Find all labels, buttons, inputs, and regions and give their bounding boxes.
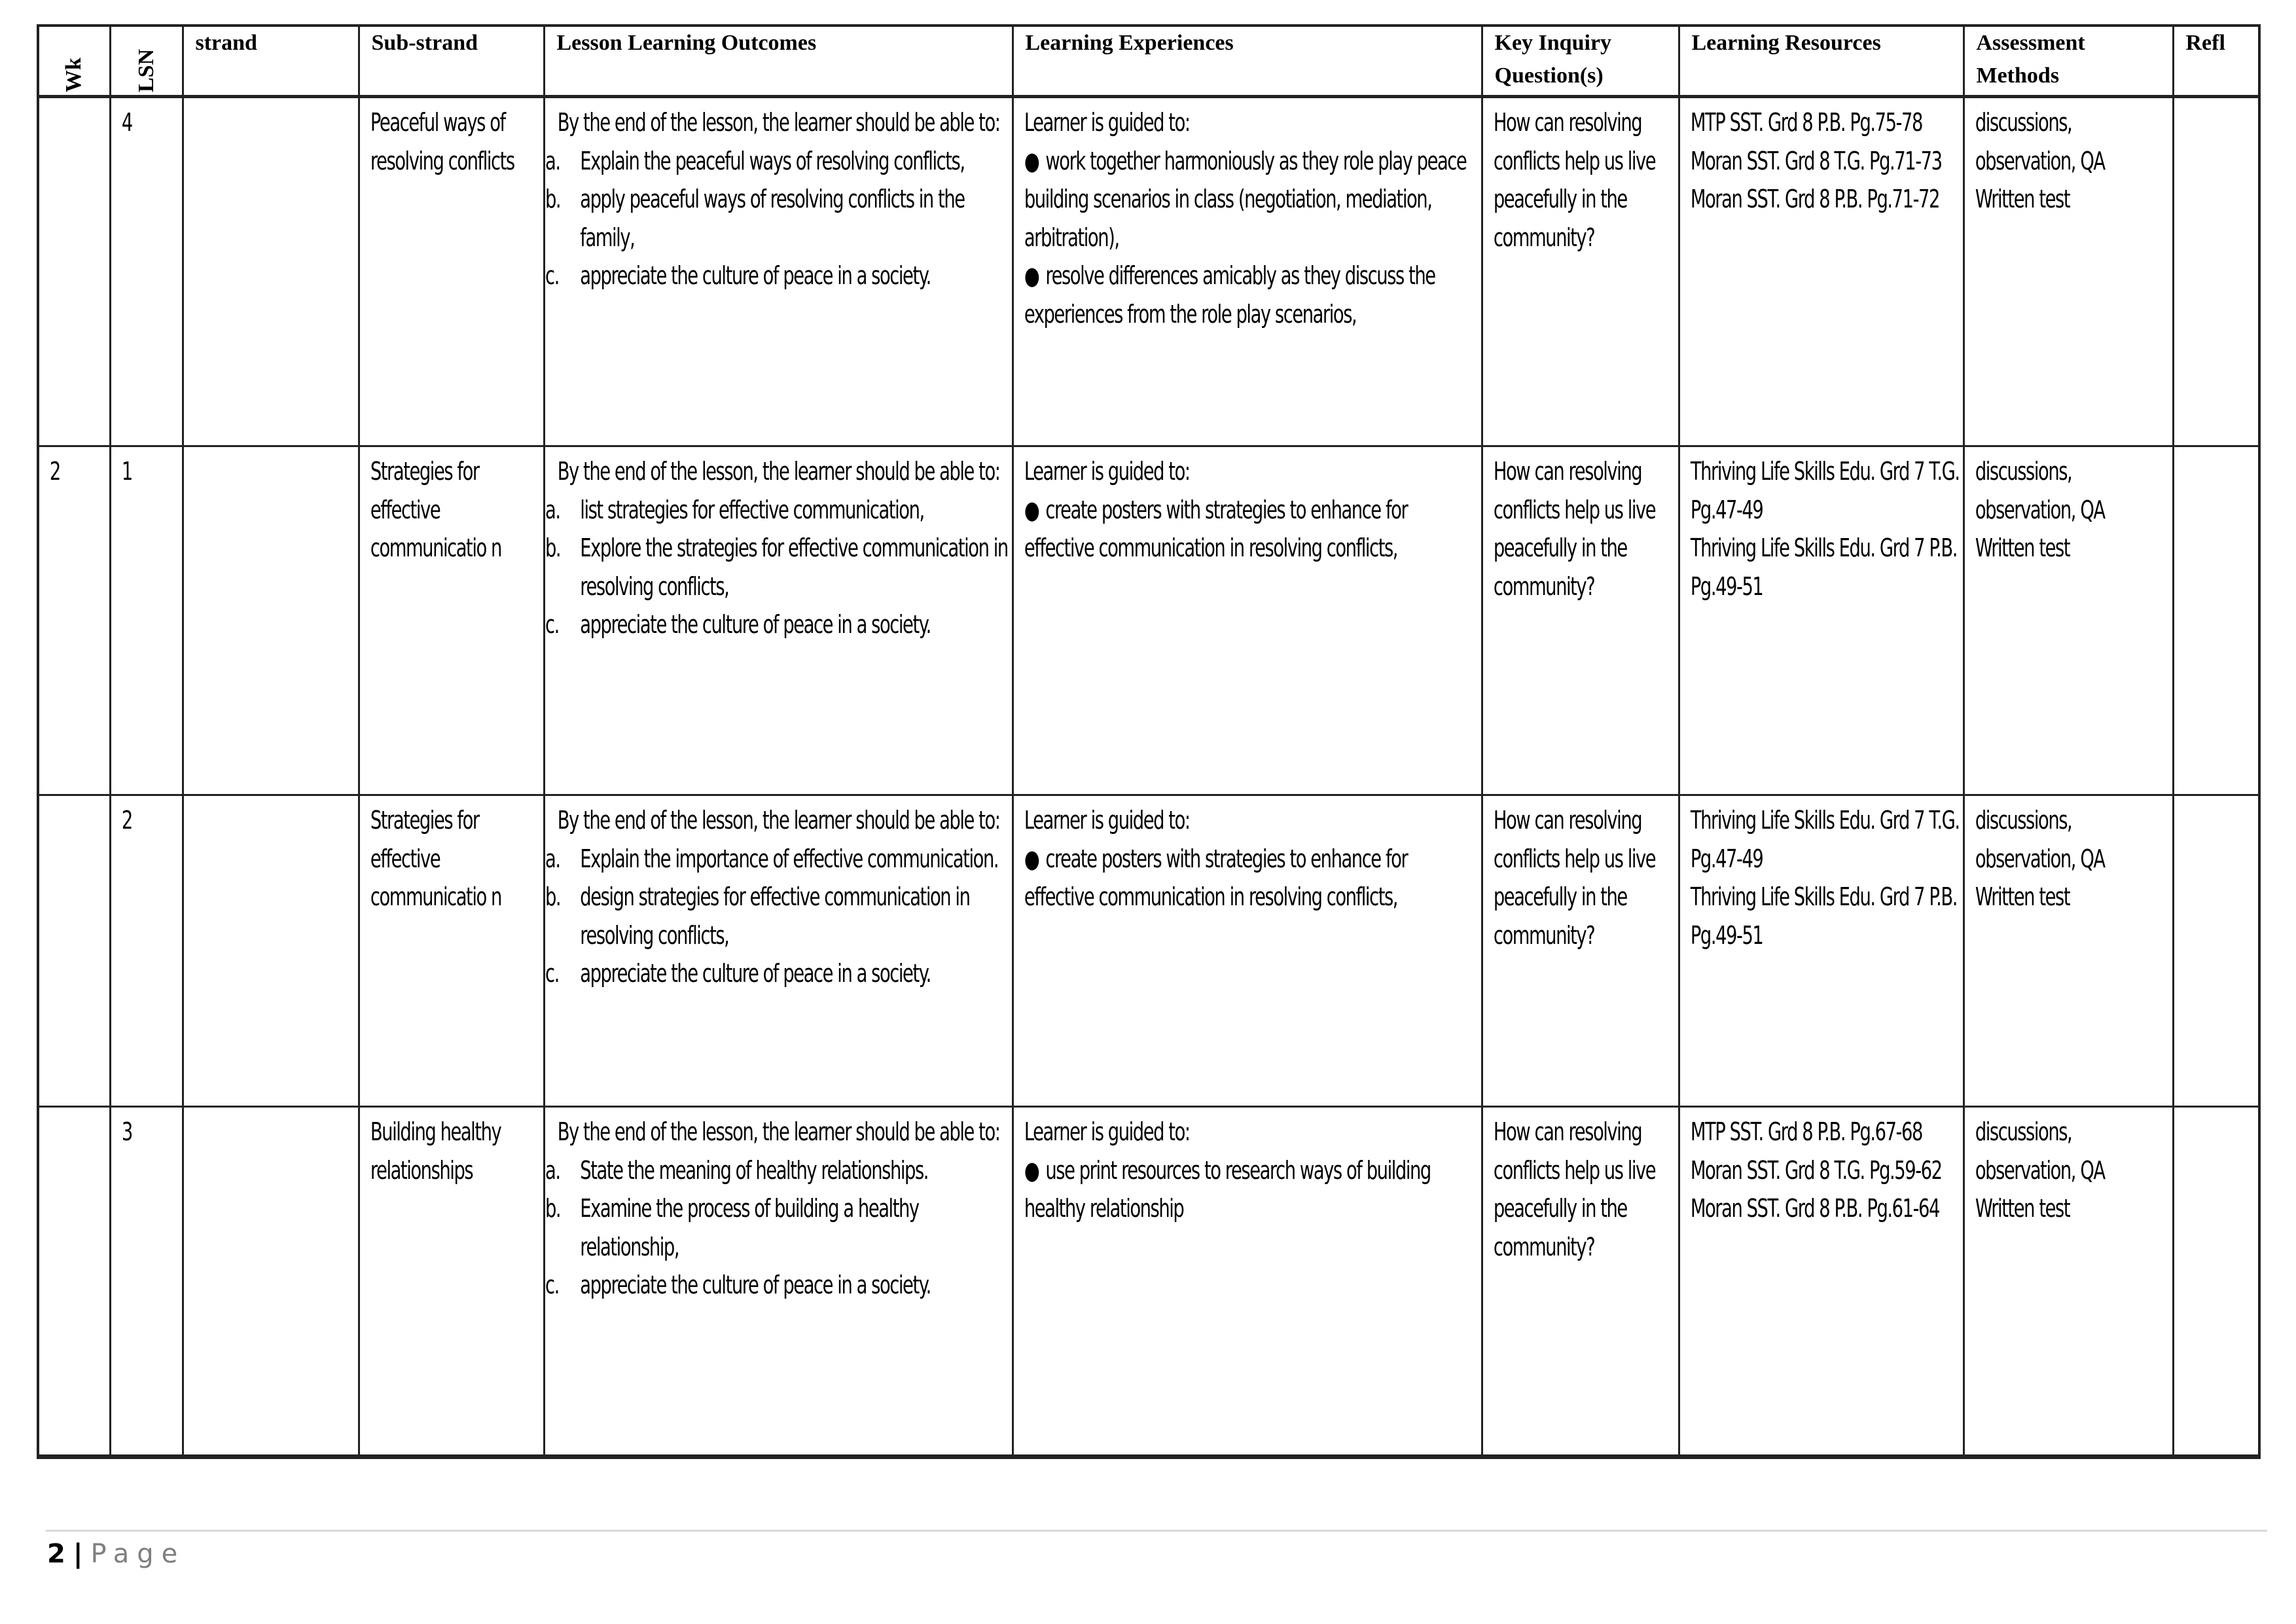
outcome-item: c. appreciate the culture of peace in a society. xyxy=(545,959,931,988)
header-assessment-methods: Assessment Methods xyxy=(1964,26,2173,97)
sub-strand-cell: Peaceful ways of resolving conflicts xyxy=(359,97,544,446)
inquiry-cell: How can resolving conflicts help us live peacefully in the community? xyxy=(1482,1107,1679,1457)
inquiry-cell: How can resolving conflicts help us live peacefully in the community? xyxy=(1482,97,1679,446)
strand-cell xyxy=(183,795,359,1107)
experiences-cell xyxy=(1013,1107,1482,1457)
outcomes-list xyxy=(545,1151,1012,1305)
outcomes-cell xyxy=(544,795,1013,1107)
outcome-item: a. State the meaning of healthy relationships. xyxy=(545,1155,928,1185)
resource-item: Thriving Life Skills Edu. Grd 7 P.B. Pg.49-51 xyxy=(1690,533,1957,601)
assessment-item: observation, QA xyxy=(1975,1155,2105,1185)
reflection-cell xyxy=(2173,1107,2259,1457)
outcomes-cell xyxy=(544,1107,1013,1457)
sub-strand-cell: Building healthy relationships xyxy=(359,1107,544,1457)
week-cell: 2 xyxy=(38,446,110,795)
lesson-cell: 4 xyxy=(110,97,183,446)
resources-cell xyxy=(1679,795,1964,1107)
header-sub-strand: Sub-strand xyxy=(359,26,544,97)
week-cell xyxy=(38,97,110,446)
assessment-item: discussions, xyxy=(1975,1117,2072,1146)
outcome-item: c. appreciate the culture of peace in a society. xyxy=(545,610,931,639)
resource-item: Moran SST. Grd 8 P.B. Pg.61-64 xyxy=(1690,1194,1939,1223)
assessment-item: Written test xyxy=(1975,185,2070,213)
footer-separator: | xyxy=(73,1539,83,1569)
table-row xyxy=(38,1107,2259,1457)
sub-strand-cell: Strategies for effective communicatio n xyxy=(359,795,544,1107)
outcomes-intro: By the end of the lesson, the learner should be able to: xyxy=(557,457,1000,486)
strand-cell xyxy=(183,97,359,446)
resource-item: Thriving Life Skills Edu. Grd 7 T.G. Pg.47-49 xyxy=(1690,806,1960,873)
resource-item: MTP SST. Grd 8 P.B. Pg.75-78 xyxy=(1690,108,1922,137)
week-cell xyxy=(38,795,110,1107)
table-row xyxy=(38,446,2259,795)
header-key-inquiry: Key Inquiry Question(s) xyxy=(1482,26,1679,97)
experiences-cell xyxy=(1013,97,1482,446)
page-label: Page xyxy=(90,1539,186,1569)
experiences-intro: Learner is guided to: xyxy=(1024,108,1190,137)
assessment-cell xyxy=(1964,446,2173,795)
reflection-cell xyxy=(2173,97,2259,446)
resource-item: Thriving Life Skills Edu. Grd 7 T.G. Pg.47-49 xyxy=(1690,457,1960,524)
resource-item: Moran SST. Grd 8 T.G. Pg.71-73 xyxy=(1690,146,1942,175)
outcome-item: b. design strategies for effective communication in resolving conflicts, xyxy=(545,882,969,950)
resource-item: MTP SST. Grd 8 P.B. Pg.67-68 xyxy=(1690,1117,1922,1146)
experiences-intro: Learner is guided to: xyxy=(1024,1117,1190,1146)
outcome-item: b. apply peaceful ways of resolving conflicts in the family, xyxy=(545,185,965,252)
header-row xyxy=(38,26,2259,97)
outcome-item: c. appreciate the culture of peace in a society. xyxy=(545,1271,931,1299)
reflection-cell xyxy=(2173,446,2259,795)
inquiry-cell: How can resolving conflicts help us live peacefully in the community? xyxy=(1482,795,1679,1107)
header-lesson: LSN xyxy=(110,26,183,97)
lesson-cell: 2 xyxy=(110,795,183,1107)
experience-item: ● create posters with strategies to enhance for effective communication in resolving conflicts, xyxy=(1024,840,1478,916)
experiences-cell xyxy=(1013,795,1482,1107)
assessment-item: Written test xyxy=(1975,1194,2070,1223)
outcomes-list xyxy=(545,491,1012,644)
outcome-item: b. Explore the strategies for effective communication in resolving conflicts, xyxy=(545,533,1008,601)
assessment-item: discussions, xyxy=(1975,806,2072,835)
page-number: 2 xyxy=(47,1539,65,1569)
scheme-of-work-table xyxy=(37,24,2261,1459)
experience-item: ● create posters with strategies to enhance for effective communication in resolving conflicts, xyxy=(1024,491,1478,568)
assessment-item: discussions, xyxy=(1975,108,2072,137)
resource-item: Moran SST. Grd 8 P.B. Pg.71-72 xyxy=(1690,185,1939,213)
header-reflection: Refl xyxy=(2173,26,2259,97)
page-footer xyxy=(47,1534,185,1574)
header-learning-resources: Learning Resources xyxy=(1679,26,1964,97)
assessment-item: Written test xyxy=(1975,533,2070,562)
header-learning-outcomes: Lesson Learning Outcomes xyxy=(544,26,1013,97)
outcomes-cell xyxy=(544,97,1013,446)
header-learning-experiences: Learning Experiences xyxy=(1013,26,1482,97)
resources-cell xyxy=(1679,97,1964,446)
outcomes-list xyxy=(545,142,1012,295)
table-row xyxy=(38,97,2259,446)
experiences-cell xyxy=(1013,446,1482,795)
experience-item: ● resolve differences amicably as they discuss the experiences from the role play scenarios, xyxy=(1024,257,1478,333)
resource-item: Moran SST. Grd 8 T.G. Pg.59-62 xyxy=(1690,1155,1942,1185)
assessment-cell xyxy=(1964,1107,2173,1457)
assessment-cell xyxy=(1964,97,2173,446)
footer-divider xyxy=(46,1530,2267,1532)
strand-cell xyxy=(183,1107,359,1457)
outcomes-intro: By the end of the lesson, the learner should be able to: xyxy=(557,806,1000,835)
sub-strand-cell: Strategies for effective communicatio n xyxy=(359,446,544,795)
assessment-item: Written test xyxy=(1975,882,2070,911)
outcomes-list xyxy=(545,840,1012,993)
outcome-item: a. Explain the importance of effective communication. xyxy=(545,844,998,873)
lesson-cell: 3 xyxy=(110,1107,183,1457)
outcome-item: a. Explain the peaceful ways of resolving conflicts, xyxy=(545,146,965,175)
header-strand: strand xyxy=(183,26,359,97)
header-week: Wk xyxy=(38,26,110,97)
outcome-item: b. Examine the process of building a healthy relationship, xyxy=(545,1194,919,1261)
experiences-intro: Learner is guided to: xyxy=(1024,457,1190,486)
outcomes-intro: By the end of the lesson, the learner should be able to: xyxy=(557,1117,1000,1146)
assessment-item: observation, QA xyxy=(1975,844,2105,873)
outcomes-cell xyxy=(544,446,1013,795)
assessment-item: observation, QA xyxy=(1975,495,2105,524)
resources-cell xyxy=(1679,1107,1964,1457)
resource-item: Thriving Life Skills Edu. Grd 7 P.B. Pg.49-51 xyxy=(1690,882,1957,950)
experience-item: ● use print resources to research ways of building healthy relationship xyxy=(1024,1151,1478,1228)
lesson-cell: 1 xyxy=(110,446,183,795)
outcome-item: c. appreciate the culture of peace in a society. xyxy=(545,261,931,290)
experiences-intro: Learner is guided to: xyxy=(1024,806,1190,835)
assessment-item: observation, QA xyxy=(1975,146,2105,175)
resources-cell xyxy=(1679,446,1964,795)
assessment-item: discussions, xyxy=(1975,457,2072,486)
assessment-cell xyxy=(1964,795,2173,1107)
experience-item: ● work together harmoniously as they role play peace building scenarios in class (negotiation, mediation, arbitration), xyxy=(1024,142,1478,257)
inquiry-cell: How can resolving conflicts help us live peacefully in the community? xyxy=(1482,446,1679,795)
outcome-item: a. list strategies for effective communication, xyxy=(545,495,924,524)
strand-cell xyxy=(183,446,359,795)
table-row xyxy=(38,795,2259,1107)
outcomes-intro: By the end of the lesson, the learner should be able to: xyxy=(557,108,1000,137)
week-cell xyxy=(38,1107,110,1457)
reflection-cell xyxy=(2173,795,2259,1107)
